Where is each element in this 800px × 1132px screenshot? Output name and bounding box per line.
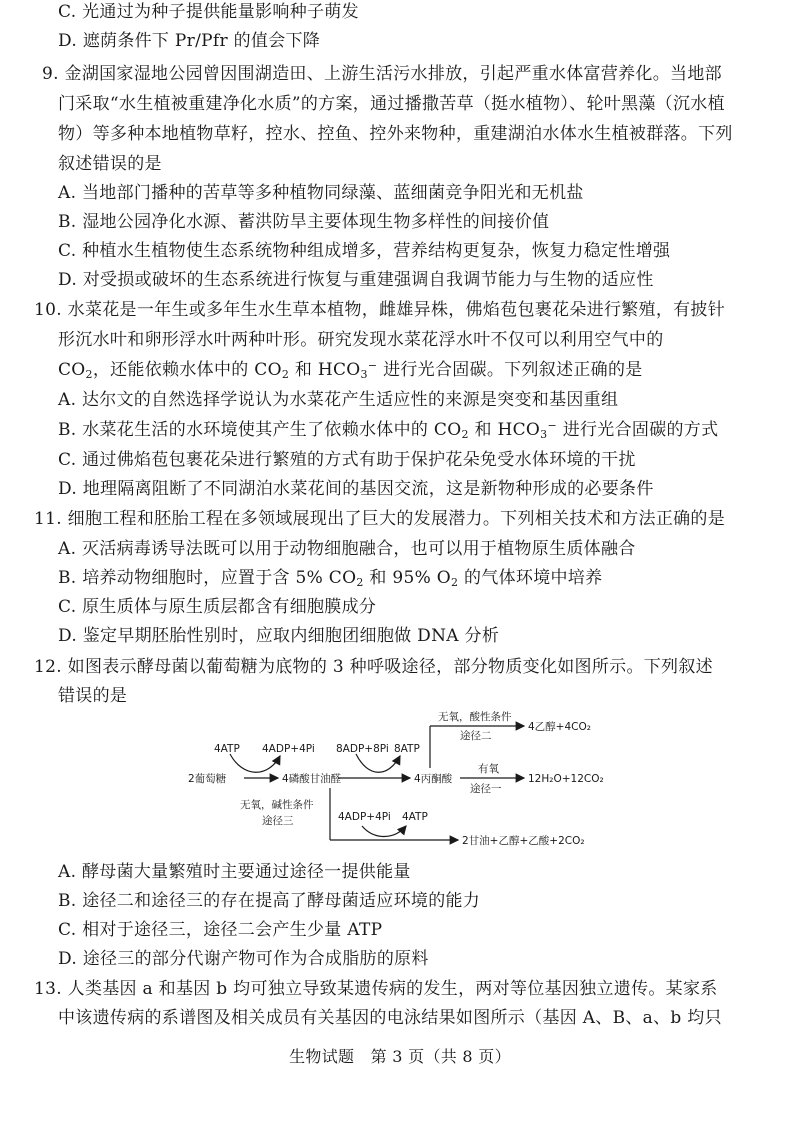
q13-stem-line1: 13. 人类基因 a 和基因 b 均可独立导致某遗传病的发生，两对等位基因独立遗传。某家系 — [34, 979, 718, 999]
q12-option-b: B. 途径二和途径三的存在提高了酵母菌适应环境的能力 — [58, 891, 481, 911]
label-g3p: 4磷酸甘油醛 — [282, 773, 342, 785]
q12-option-c: C. 相对于途径三，途径二会产生少量 ATP — [58, 920, 383, 940]
q11-option-d: D. 鉴定早期胚胎性别时，应取内细胞团细胞做 DNA 分析 — [58, 626, 500, 646]
q9-stem-line1: 9. 金湖国家湿地公园曾因围湖造田、上游生活污水排放，引起严重水体富营养化。当地部 — [42, 64, 722, 84]
q9-option-d: D. 对受损或破坏的生态系统进行恢复与重建强调自我调节能力与生物的适应性 — [58, 270, 654, 290]
q10-stem-line1: 10. 水菜花是一年生或多年生水生草本植物，雌雄异株，佛焰苞包裹花朵进行繁殖，有披针 — [34, 300, 726, 320]
label-prod2: 4乙醇+4CO₂ — [528, 721, 591, 733]
q11-option-b: B. 培养动物细胞时，应置于含 5% $CO_2$ 和 95% $O_2$ 的气体环境中培养 — [58, 568, 603, 589]
label-glucose: 2葡萄糖 — [188, 773, 227, 785]
q10-option-c: C. 通过佛焰苞包裹花朵进行繁殖的方式有助于保护花朵免受水体环境的干扰 — [58, 450, 636, 470]
q11-option-a: A. 灭活病毒诱导法既可以用于动物细胞融合，也可以用于植物原生质体融合 — [58, 539, 636, 559]
label-prod3: 2甘油+乙醇+乙酸+2CO₂ — [462, 835, 585, 847]
label-path3: 途径三 — [262, 815, 294, 827]
page-footer: 生物试题 第 3 页（共 8 页） — [289, 1047, 511, 1066]
prev-option-d: D. 遮荫条件下 Pr/Pfr 的值会下降 — [58, 31, 321, 51]
q10-stem-line2: 形沉水叶和卵形浮水叶两种叶形。研究发现水菜花浮水叶不仅可以利用空气中的 — [58, 330, 664, 350]
respiration-pathway-diagram — [188, 706, 618, 856]
label-cond3: 无氧，碱性条件 — [240, 799, 314, 811]
label-cond1: 有氧 — [478, 763, 499, 775]
q12-stem-line1: 12. 如图表示酵母菌以葡萄糖为底物的 3 种呼吸途径，部分物质变化如图所示。下列叙述 — [34, 657, 713, 677]
label-prod1: 12H₂O+12CO₂ — [528, 773, 604, 785]
q11-stem-line1: 11. 细胞工程和胚胎工程在多领域展现出了巨大的发展潜力。下列相关技术和方法正确的是 — [34, 509, 726, 529]
q9-stem-line2: 门采取“水生植被重建净化水质”的方案，通过播撒苦草（挺水植物）、轮叶黑藻（沉水植 — [58, 94, 725, 114]
q9-option-b: B. 湿地公园净化水源、蓄洪防旱主要体现生物多样性的间接价值 — [58, 212, 550, 232]
q9-stem-line3: 物）等多种本地植物草籽，控水、控鱼、控外来物种，重建湖泊水体水生植被群落。下列 — [58, 124, 733, 144]
label-atp-out2: 8ATP — [394, 743, 420, 755]
label-adp-out1: 4ADP+4Pi — [262, 743, 315, 755]
q10-option-d: D. 地理隔离阻断了不同湖泊水菜花间的基因交流，这是新物种形成的必要条件 — [58, 479, 654, 499]
label-path2: 途径二 — [460, 730, 492, 742]
label-pyruvate: 4丙酮酸 — [414, 773, 453, 785]
label-cond2: 无氧，酸性条件 — [438, 711, 512, 723]
prev-option-c: C. 光通过为种子提供能量影响种子萌发 — [58, 2, 359, 22]
q12-option-d: D. 途径三的部分代谢产物可作为合成脂肪的原料 — [58, 949, 429, 969]
q9-option-a: A. 当地部门播种的苦草等多种植物同绿藻、蓝细菌竞争阳光和无机盐 — [58, 183, 584, 203]
q10-option-b: B. 水菜花生活的水环境使其产生了依赖水体中的 $CO_2$ 和 $HCO_3^-$ 进行光合固碳的方式 — [58, 419, 719, 441]
q13-stem-line2: 中该遗传病的系谱图及相关成员有关基因的电泳结果如图所示（基因 A、B、a、b 均只 — [58, 1008, 722, 1028]
q9-stem-line4: 叙述错误的是 — [58, 154, 162, 174]
label-atp-out3: 4ATP — [402, 811, 428, 823]
q9-option-c: C. 种植水生植物使生态系统物种组成增多，营养结构更复杂，恢复力稳定性增强 — [58, 241, 671, 261]
label-adp-in2: 8ADP+8Pi — [336, 743, 389, 755]
q12-option-a: A. 酵母菌大量繁殖时主要通过途径一提供能量 — [58, 862, 411, 882]
q10-stem-line3: $CO_2$，还能依赖水体中的 $CO_2$ 和 $HCO_3^-$ 进行光合固碳。下列叙述正确的是 — [58, 359, 643, 381]
atp-curve-2 — [356, 754, 400, 772]
q10-option-a: A. 达尔文的自然选择学说认为水菜花产生适应性的来源是突变和基因重组 — [58, 390, 619, 410]
q11-option-c: C. 原生质体与原生质层都含有细胞膜成分 — [58, 597, 377, 617]
label-adp-in3: 4ADP+4Pi — [338, 811, 391, 823]
q12-stem-line2: 错误的是 — [58, 686, 128, 706]
label-atp-in1: 4ATP — [214, 743, 240, 755]
atp-curve-1 — [230, 754, 280, 772]
atp-curve-3 — [362, 826, 406, 837]
label-path1: 途径一 — [470, 783, 502, 795]
